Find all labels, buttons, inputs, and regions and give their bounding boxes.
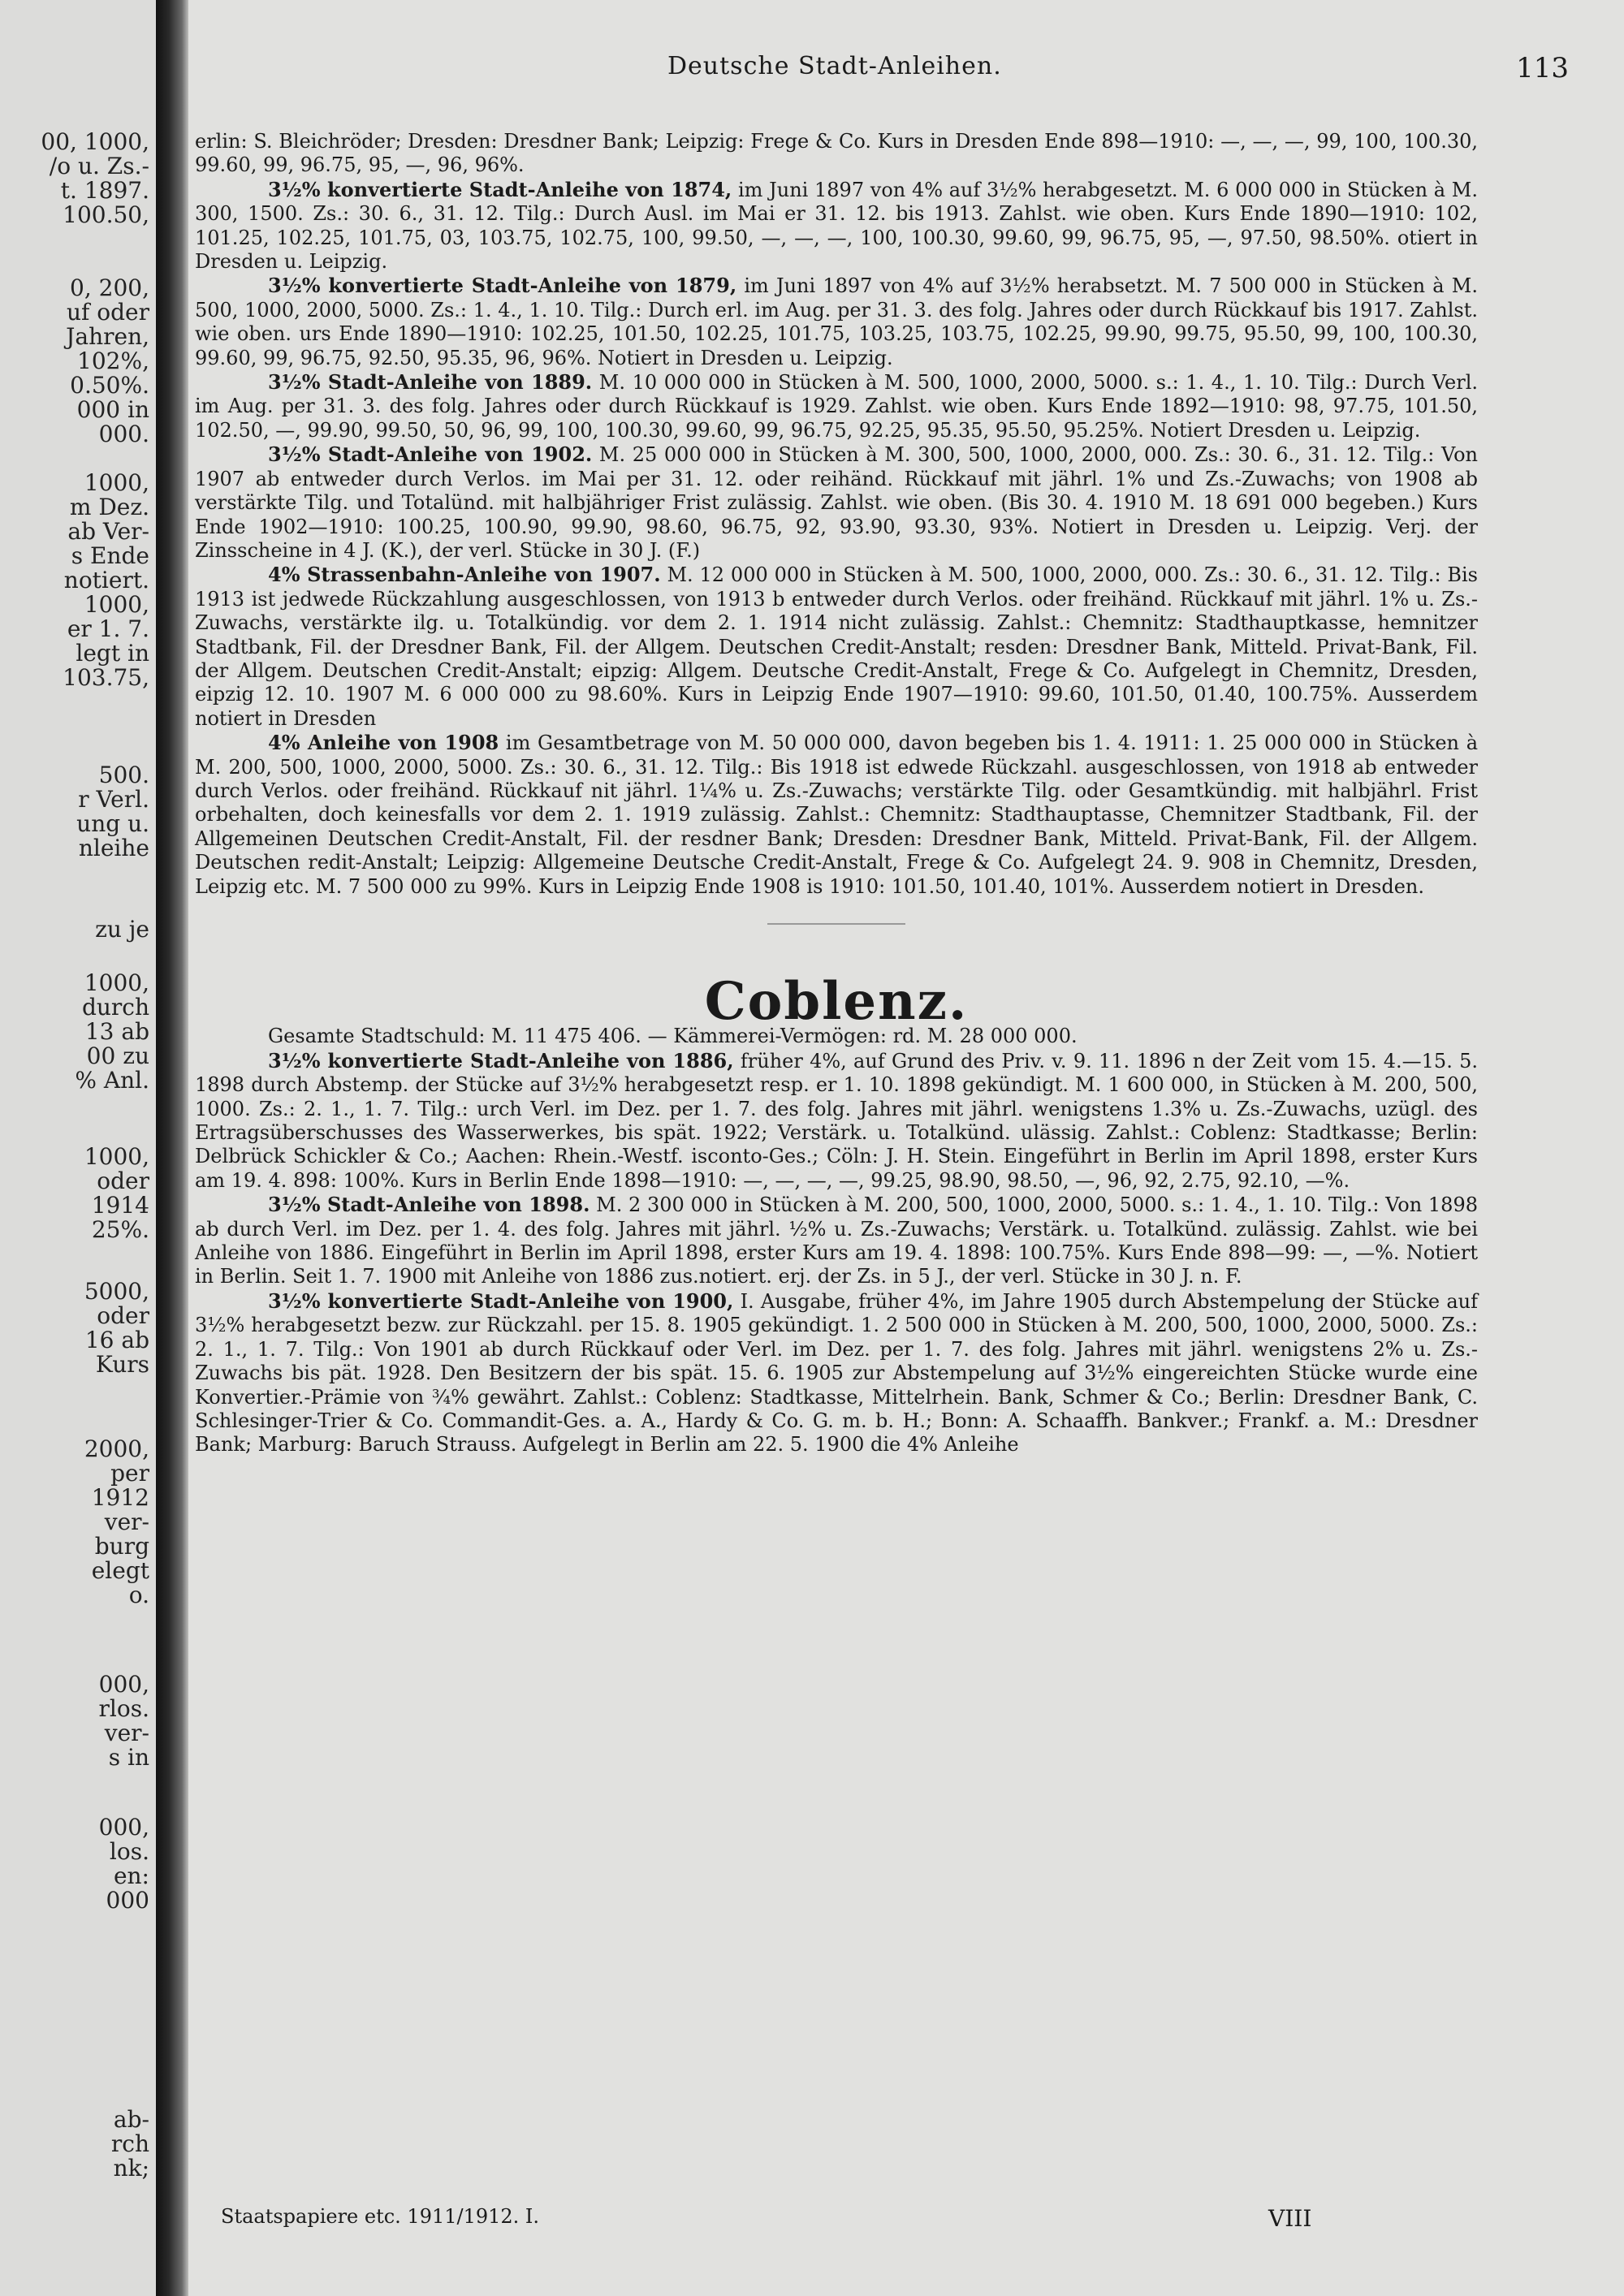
margin-fragment: Kurs: [95, 1351, 149, 1378]
entry-text: früher 4%, auf Grund des Priv. v. 9. 11. 1896 n der Zeit vom 15. 4.—15. 5. 1898 durch Abstemp. der Stücke auf 3½% herabgesetzt resp. er 1. 10. 1898 gekündigt. M. 1 600 000, in Stücken à M. 200, 500, 1000. Zs.: 2. 1., 1. 7. Tilg.: urch Verl. im Dez. per 1. 7. des folg. Jahres mit jährl. wenigstens 1.3% u. Zs.-Zuwachs, uzügl. des Ertragsüberschusses des Wasserwerkes, bis spät. 1922; Verstärk. u. Totalkünd. ulässig. Zahlst.: Coblenz: Stadtkasse; Berlin: Delbrück Schickler & Co.; Aachen: Rhein.-Westf. isconto-Ges.; Cöln: J. H. Stein. Eingeführt in Berlin im April 1898, erster Kurs am 19. 4. 898: 100%. Kurs in Berlin Ende 1898—1910: —, —, —, —, 99.25, 98.90, 98.50, —, 96, 92, 2.75, 92.10, —%.: [195, 1049, 1478, 1192]
margin-fragment: s in: [108, 1744, 149, 1771]
entry-text: M. 10 000 000 in Stücken à M. 500, 1000, 2000, 5000. s.: 1. 4., 1. 10. Tilg.: Durch Verl. im Aug. per 31. 3. des folg. Jahres oder durch Rückkauf is 1929. Zahlst. wie oben. Kurs Ende 1892—1910: 98, 97.75, 101.50, 102.50, —, 99.90, 99.50, 50, 96, 99, 100, 100.30, 99.60, 99, 96.75, 92.25, 95.35, 95.50, 95.25%. Notiert Dresden u. Leipzig.: [195, 371, 1478, 442]
margin-fragment: rlos.: [98, 1695, 149, 1722]
margin-fragment: 1914: [91, 1192, 149, 1219]
margin-fragment: 13 ab: [84, 1018, 149, 1045]
coblenz-entry: [195, 1049, 1478, 1193]
margin-fragment: 000,: [98, 1814, 149, 1841]
margin-fragment: zu je: [95, 916, 149, 943]
margin-fragment: 0.50%.: [70, 372, 149, 399]
margin-fragment: notiert.: [63, 567, 149, 593]
entry-heading: 4% Strassenbahn-Anleihe von 1907.: [268, 563, 661, 587]
margin-fragment: 0, 200,: [70, 274, 149, 301]
entry-heading: 3½% konvertierte Stadt-Anleihe von 1879,: [268, 274, 737, 298]
entry-text: im Juni 1897 von 4% auf 3½% herabsetzt. M. 7 500 000 in Stücken à M. 500, 1000, 2000, 5000. Zs.: 1. 4., 1. 10. Tilg.: Durch erl. im Aug. per 31. 3. des folg. Jahres oder durch Rückkauf bis 1917. Zahlst. wie oben. urs Ende 1890—1910: 102.25, 101.50, 102.25, 101.75, 103.25, 103.75, 102.25, 99.90, 99.75, 95.50, 99, 100, 100.30, 99.60, 99, 96.75, 92.50, 95.35, 96, 96%. Notiert in Dresden u. Leipzig.: [195, 274, 1478, 369]
entry-heading: 3½% Stadt-Anleihe von 1902.: [268, 442, 593, 467]
margin-fragment: nk;: [113, 2155, 149, 2182]
city-debt-summary: Gesamte Stadtschuld: M. 11 475 406. — Kämmerei-Vermögen: rd. M. 28 000 000.: [268, 1025, 1078, 1048]
margin-fragment: 1000,: [84, 1143, 149, 1170]
signature-mark: VIII: [1268, 2205, 1312, 2232]
entry-text: I. Ausgabe, früher 4%, im Jahre 1905 durch Abstempelung der Stücke auf 3½% herabgesetzt bezw. zur Rückzahl. per 15. 8. 1905 gekündigt. 1. 2 500 000 in Stücken à M. 200, 500, 1000, 2000, 5000. Zs.: 2. 1., 1. 7. Tilg.: Von 1901 ab durch Rückkauf oder Verl. im Dez. per 1. 7. des folg. Jahres mit jährl. wenigstens 2% u. Zs.-Zuwachs bis pät. 1928. Den Besitzern der bis spät. 15. 6. 1905 zur Abstempelung auf 3½% eingereichten Stücke wurde eine Konvertier.-Prämie von ¾% gewährt. Zahlst.: Coblenz: Stadtkasse, Mittelrhein. Bank, Schmer & Co.; Berlin: Dresdner Bank, C. Schlesinger-Trier & Co. Commandit-Ges. a. A., Hardy & Co. G. m. b. H.; Bonn: A. Schaaffh. Bankver.; Frankf. a. M.: Dresdner Bank; Marburg: Baruch Strauss. Aufgelegt in Berlin am 22. 5. 1900 die 4% Anleihe: [195, 1289, 1478, 1457]
running-title: Deutsche Stadt-Anleihen.: [667, 52, 1002, 80]
margin-fragment: t. 1897.: [60, 177, 149, 204]
margin-fragment: elegt: [91, 1557, 149, 1584]
page-header: [188, 52, 1569, 84]
entry-heading: 3½% Stadt-Anleihe von 1889.: [268, 370, 593, 395]
margin-fragment: 000.: [98, 421, 149, 447]
margin-fragment: oder: [97, 1167, 149, 1194]
dresden-entry: [195, 274, 1478, 370]
margin-fragment: m Dez.: [69, 494, 149, 520]
entry-heading: 4% Anleihe von 1908: [268, 731, 499, 755]
dresden-entry-continued: [195, 130, 1478, 178]
dresden-entry: [195, 442, 1478, 563]
margin-fragment: 102%,: [77, 347, 149, 374]
entry-text: im Gesamtbetrage von M. 50 000 000, davon begeben bis 1. 4. 1911: 1. 25 000 000 in Stücken à M. 200, 500, 1000, 2000, 5000. Zs.: 30. 6., 31. 12. Tilg.: Bis 1918 ist edwede Rückzahl. ausgeschlossen, von 1918 ab entweder durch Verlos. oder freihänd. Rückkauf nit jährl. 1¼% u. Zs.-Zuwachs; verstärkte Tilg. oder Gesamtkündig. mit halbjährl. Frist orbehalten, doch keinesfalls vor dem 2. 1. 1919 zulässig. Zahlst.: Chemnitz: Stadthauptasse, Chemnitzer Stadtbank, Fil. der Allgemeinen Deutschen Credit-Anstalt, Fil. der resdner Bank; Dresden: Dresdner Bank, Mitteld. Privat-Bank, Fil. der Allgem. Deutschen redit-Anstalt; Leipzig: Allgemeine Deutsche Credit-Anstalt, Frege & Co. Aufgelegt 24. 9. 908 in Chemnitz, Dresden, Leipzig etc. M. 7 500 000 zu 99%. Kurs in Leipzig Ende 1908 is 1910: 101.50, 101.40, 101%. Ausserdem notiert in Dresden.: [195, 732, 1479, 898]
margin-fragment: 500.: [98, 762, 149, 788]
entry-heading: 3½% konvertierte Stadt-Anleihe von 1900,: [268, 1288, 734, 1313]
margin-fragment: o.: [128, 1582, 149, 1608]
margin-fragment: s Ende: [71, 542, 149, 569]
dresden-entry: [195, 178, 1478, 274]
entry-text: erlin: S. Bleichröder; Dresden: Dresdner Bank; Leipzig: Frege & Co. Kurs in Dresden Ende 898—1910: —, —, —, 99, 100, 100.30, 99.60, 99, 96.75, 95, —, 96, 96%.: [195, 130, 1478, 177]
margin-fragment: 00 zu: [86, 1042, 149, 1069]
page-footer: [221, 2205, 1488, 2238]
margin-fragment: 000: [106, 1887, 149, 1914]
margin-fragment: 1912: [91, 1484, 149, 1511]
section-title-coblenz: Coblenz.: [704, 971, 969, 1032]
margin-fragment: oder: [97, 1302, 149, 1329]
coblenz-entry: [195, 1193, 1478, 1289]
margin-fragment: er 1. 7.: [67, 615, 149, 642]
dresden-entry: [195, 563, 1478, 731]
margin-fragment: /o u. Zs.-: [49, 153, 149, 179]
margin-fragment: % Anl.: [75, 1067, 149, 1094]
footer-imprint: Staatspapiere etc. 1911/1912. I.: [221, 2205, 540, 2228]
book-gutter: [156, 0, 188, 2296]
entry-text: M. 25 000 000 in Stücken à M. 300, 500, 1000, 2000, 000. Zs.: 30. 6., 31. 12. Tilg.: Von 1907 ab entweder durch Verlos. im Mai per 31. 12. oder reihänd. Rückkauf mit jährl. 1% und Zs.-Zuwachs; von 1908 ab verstärkte Tilg. und Totalünd. mit halbjähriger Frist zulässig. Zahlst. wie oben. (Bis 30. 4. 1910 M. 18 691 000 begeben.) Kurs Ende 1902—1910: 100.25, 100.90, 99.90, 98.60, 96.75, 92, 93.90, 93.30, 93%. Notiert in Dresden u. Leipzig. Verj. der Zinsscheine in 4 J. (K.), der verl. Stücke in 30 J. (F.): [195, 443, 1479, 562]
margin-fragment: r Verl.: [78, 786, 149, 813]
margin-fragment: Jahren,: [66, 323, 149, 350]
margin-fragment: en:: [113, 1862, 149, 1889]
margin-fragment: 2000,: [84, 1435, 149, 1462]
margin-fragment: 00, 1000,: [41, 128, 149, 155]
adjacent-page-strip: [0, 0, 156, 2296]
margin-fragment: ver-: [104, 1508, 149, 1535]
dresden-entry: [195, 731, 1478, 899]
margin-fragment: 000,: [98, 1671, 149, 1698]
entry-text: M. 12 000 000 in Stücken à M. 500, 1000, 2000, 000. Zs.: 30. 6., 31. 12. Tilg.: Bis 1913 ist jedwede Rückzahlung ausgeschlossen, von 1913 b entweder durch Verlos. oder freihänd. Rückkauf mit jährl. 1% u. Zs.-Zuwachs, verstärkte ilg. u. Totalkündig. vor dem 2. 1. 1914 nicht zulässig. Zahlst.: Chemnitz: Stadthauptkasse, hemnitzer Stadtbank, Fil. der Dresdner Bank, Fil. der Allgem. Deutschen Credit-Anstalt; resden: Dresdner Bank, Mitteld. Privat-Bank, Fil. der Allgem. Deutschen Credit-Anstalt; eipzig: Allgem. Deutsche Credit-Anstalt, Frege & Co. Aufgelegt in Chemnitz, Dresden, eipzig 12. 10. 1907 M. 6 000 000 zu 98.60%. Kurs in Leipzig Ende 1907—1910: 99.60, 101.50, 01.40, 100.75%. Ausserdem notiert in Dresden: [195, 563, 1479, 730]
margin-fragment: per: [110, 1460, 149, 1487]
page-number: 113: [1516, 52, 1569, 84]
dresden-entry: [195, 370, 1478, 442]
margin-fragment: ab-: [113, 2106, 149, 2133]
entry-heading: 3½% konvertierte Stadt-Anleihe von 1886,: [268, 1048, 734, 1072]
entry-heading: 3½% Stadt-Anleihe von 1898.: [268, 1193, 590, 1217]
coblenz-entry: [195, 1289, 1478, 1457]
margin-fragment: ab Ver-: [67, 518, 149, 545]
page-content: [195, 130, 1478, 1457]
margin-fragment: nleihe: [78, 835, 149, 861]
margin-fragment: 1000,: [84, 969, 149, 996]
margin-fragment: uf oder: [66, 299, 149, 326]
margin-fragment: 100.50,: [63, 201, 149, 228]
entry-text: im Juni 1897 von 4% auf 3½% herabgesetzt. M. 6 000 000 in Stücken à M. 300, 1500. Zs.: 30. 6., 31. 12. Tilg.: Durch Ausl. im Mai er 31. 12. bis 1913. Zahlst. wie oben. Kurs Ende 1890—1910: 102, 101.25, 102.25, 101.75, 03, 103.75, 102.75, 100, 99.50, —, —, —, 100, 100.30, 99.60, 99, 96.75, 95, —, 97.50, 98.50%. otiert in Dresden u. Leipzig.: [195, 178, 1478, 274]
margin-fragment: 1000,: [84, 469, 149, 496]
margin-fragment: 1000,: [84, 591, 149, 618]
margin-fragment: burg: [94, 1533, 149, 1560]
margin-fragment: ver-: [104, 1720, 149, 1746]
margin-fragment: rch: [110, 2130, 149, 2157]
entry-heading: 3½% konvertierte Stadt-Anleihe von 1874,: [268, 177, 732, 201]
margin-fragment: legt in: [76, 640, 149, 667]
margin-fragment: 16 ab: [84, 1327, 149, 1353]
book-page: [188, 0, 1624, 2296]
margin-fragment: 000 in: [76, 396, 149, 423]
margin-fragment: durch: [81, 994, 149, 1021]
margin-fragment: los.: [109, 1838, 149, 1865]
margin-fragment: 103.75,: [63, 664, 149, 691]
section-divider: [767, 923, 905, 925]
margin-fragment: 25%.: [91, 1216, 149, 1243]
margin-fragment: 5000,: [84, 1278, 149, 1305]
entry-text: M. 2 300 000 in Stücken à M. 200, 500, 1000, 2000, 5000. s.: 1. 4., 1. 10. Tilg.: Von 1898 ab durch Verl. im Dez. per 1. 4. des folg. Jahres mit jährl. ½% u. Zs.-Zuwachs; Verstärk. u. Totalkünd. zulässig. Zahlst. wie bei Anleihe von 1886. Eingeführt in Berlin im April 1898, erster Kurs am 19. 4. 1898: 100.75%. Kurs Ende 898—99: —, —%. Notiert in Berlin. Seit 1. 7. 1900 mit Anleihe von 1886 zus.notiert. erj. der Zs. in 5 J., der verl. Stücke in 30 J. n. F.: [195, 1193, 1478, 1288]
margin-fragment: ung u.: [76, 810, 149, 837]
